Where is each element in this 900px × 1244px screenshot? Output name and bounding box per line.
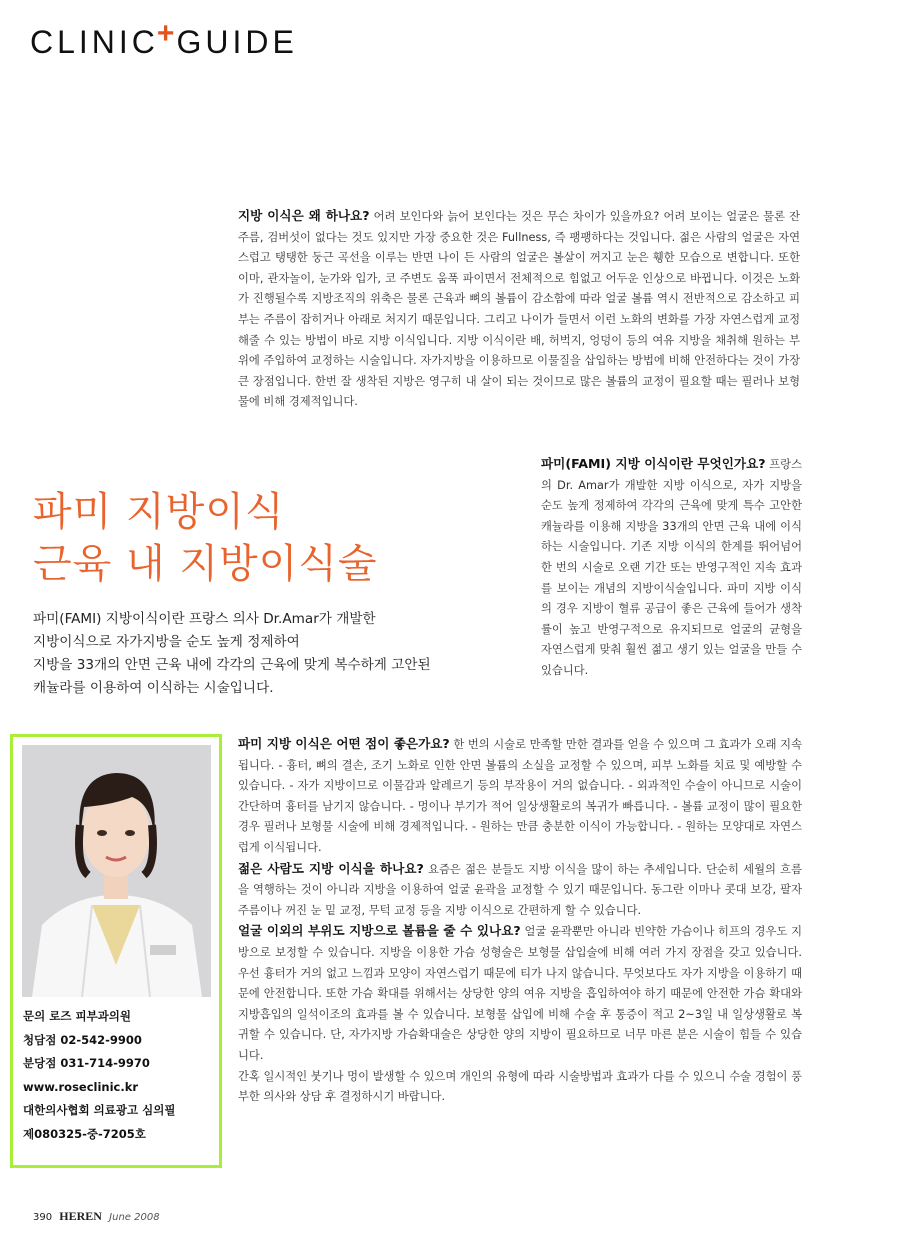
- section-why: [238, 206, 800, 413]
- body-why: 어려 보인다와 늙어 보인다는 것은 무슨 차이가 있을까요? 어려 보이는 얼굴은 물론 잔주름, 검버섯이 없다는 것도 있지만 가장 중요한 것은 Fullness, 즉 팽팽하다는 것입니다. 젊은 사람의 얼굴은 자연스럽고 탱탱한 둥근 곡선을 이루는 반면 나이 든 사람의 얼굴은 볼살이 꺼지고 눈은 휑한 모습으로 변합니다. 또한 이마, 관자놀이, 눈가와 입가, 코 주변도 움푹 파이면서 전체적으로 힘없고 어두운 인상으로 바뀝니다. 이것은 노화가 진행될수록 지방조직의 위축은 물론 근육과 뼈의 볼륨이 감소함에 따라 얼굴 볼륨 역시 전반적으로 감소하고 피부는 주름이 잡히거나 아래로 처지기 때문입니다. 그리고 나이가 들면서 이런 노화의 변화를 가장 자연스럽게 교정해줄 수 있는 방법이 바로 지방 이식입니다. 지방 이식이란 배, 허벅지, 엉덩이 등의 여유 지방을 채취해 원하는 부위에 주입하여 교정하는 시술입니다. 자가지방을 이용하므로 이물질을 삽입하는 방법에 비해 안전하다는 것이 가장 큰 장점입니다. 한번 잘 생착된 지방은 영구히 내 살이 되는 것이므로 많은 볼륨의 교정이 필요할 때는 필러나 보형물에 비해 경제적입니다.: [238, 210, 801, 409]
- section-lower: [238, 734, 802, 1108]
- section-good: [238, 734, 802, 859]
- clinic-name: 문의 로즈 피부과의원: [23, 1009, 131, 1023]
- body-what: 프랑스의 Dr. Amar가 개발한 지방 이식으로, 자가 지방을 순도 높게 정제하여 각각의 근육에 맞게 특수 고안한 캐뉼라를 이용해 지방을 33개의 안면 근육 내에 이식하는 시술입니다. 기존 지방 이식의 한계를 뛰어넘어 한 번의 시술로 오랜 기간 또는 반영구적인 지속 효과를 보이는 개념의 지방이식술입니다. 파미 지방 이식의 경우 지방이 혈류 공급이 좋은 근육에 들어가 생착률이 높고 반영구적으로 유지되므로 얼굴의 균형을 자연스럽게 맞춰 훨씬 젊고 생기 있는 얼굴을 만들 수 있습니다.: [541, 458, 803, 677]
- heading-young: 젊은 사람도 지방 이식을 하나요?: [238, 860, 424, 876]
- section-other: [238, 921, 802, 1066]
- ad-review-note: 대한의사협회 의료광고 심의필: [23, 1103, 176, 1117]
- heading-other: 얼굴 이외의 부위도 지방으로 볼륨을 줄 수 있나요?: [238, 923, 521, 939]
- intro-line-2: 지방이식으로 자가지방을 순도 높게 정제하여: [33, 634, 300, 650]
- contact-info: [23, 1005, 219, 1146]
- header-clinic: CLINIC: [30, 24, 159, 60]
- plus-icon: +: [156, 17, 179, 50]
- article-intro: [33, 608, 503, 700]
- doctor-portrait-illustration: [22, 745, 211, 997]
- title-line-1: 파미 지방이식: [33, 489, 285, 535]
- permit-number: 제080325-중-7205호: [23, 1126, 146, 1141]
- section-young: [238, 859, 802, 922]
- section-header: [30, 17, 298, 61]
- page-number: 390: [33, 1212, 53, 1223]
- branch-cheongdam: 청담점 02-542-9900: [23, 1032, 142, 1047]
- title-line-2: 근육 내 지방이식술: [33, 541, 378, 587]
- intro-line-4: 캐뉼라를 이용하여 이식하는 시술입니다.: [33, 680, 274, 696]
- header-guide: GUIDE: [176, 24, 298, 60]
- branch-bundang: 분당점 031-714-9970: [23, 1056, 150, 1070]
- section-what: [541, 454, 802, 682]
- body-good: 한 번의 시술로 만족할 만한 결과를 얻을 수 있으며 그 효과가 오래 지속됩니다. - 흉터, 뼈의 결손, 조기 노화로 인한 안면 볼륨의 소실을 교정할 수 있으며, 피부 노화를 치료 및 예방할 수 있습니다. - 자가 지방이므로 이물감과 알레르기 등의 부작용이 거의 없습니다. - 외과적인 수술이 아니므로 시술이 간단하며 흉터를 남기지 않습니다. - 멍이나 부기가 적어 일상생활로의 복귀가 빠릅니다. - 볼륨 교정이 많이 필요한 경우 필러나 보형물 시술에 비해 경제적입니다. - 원하는 만큼 충분한 이식이 가능합니다. - 원하는 모양대로 자연스럽게 이식됩니다.: [238, 738, 803, 854]
- heading-good: 파미 지방 이식은 어떤 점이 좋은가요?: [238, 736, 450, 751]
- body-other: 얼굴 윤곽뿐만 아니라 빈약한 가슴이나 히프의 경우도 지방으로 보정할 수 있습니다. 지방을 이용한 가슴 성형술은 보형물 삽입술에 비해 여러 가지 장점을 갖고 있습니다. 우선 흉터가 거의 없고 느낌과 모양이 자연스럽기 때문에 티가 나지 않습니다. 무엇보다도 자가 지방을 이용하기 때문에 안전합니다. 또한 가슴 확대를 위해서는 상당한 양의 여유 지방을 흡입하여야 하기 때문에 안전한 가슴 확대와 지방흡입의 일석이조의 효과를 볼 수 있습니다. 보형물 삽입에 비해 수술 후 통증이 적고 2~3일 내 일상생활로 복귀할 수 있습니다. 단, 자가지방 가슴확대술은 상당한 양의 지방이 필요하므로 너무 마른 분은 시술이 힘들 수 있습니다.: [238, 925, 802, 1062]
- heading-why: 지방 이식은 왜 하나요?: [238, 208, 370, 223]
- magazine-name: HEREN: [59, 1209, 102, 1223]
- intro-line-3: 지방을 33개의 안면 근육 내에 각각의 근육에 맞게 복수하게 고안된: [33, 657, 431, 673]
- heading-what: 파미(FAMI) 지방 이식이란 무엇인가요?: [541, 456, 766, 471]
- closing-paragraph: 간혹 일시적인 붓기나 멍이 발생할 수 있으며 개인의 유형에 따라 시술방법과 효과가 다를 수 있으니 수술 경험이 풍부한 의사와 상담 후 결정하시기 바랍니다.: [238, 1069, 802, 1104]
- website-link[interactable]: www.roseclinic.kr: [23, 1079, 139, 1094]
- article-title: [33, 486, 378, 590]
- body-young: 요즘은 젊은 분들도 지방 이식을 많이 하는 추세입니다. 단순히 세월의 흐름을 역행하는 것이 아니라 지방을 이용하여 얼굴 윤곽을 교정할 수 있기 때문입니다. 동그란 이마나 콧대 보강, 팔자 주름이나 꺼진 눈 밑 교정, 무턱 교정 등을 지방 이식으로 간편하게 할 수 있습니다.: [238, 862, 803, 917]
- page-footer: [33, 1209, 160, 1224]
- intro-line-1: 파미(FAMI) 지방이식이란 프랑스 의사 Dr.Amar가 개발한: [33, 611, 376, 627]
- doctor-photo: [22, 745, 211, 997]
- doctor-card: [10, 734, 222, 1168]
- issue-date: June 2008: [109, 1212, 160, 1223]
